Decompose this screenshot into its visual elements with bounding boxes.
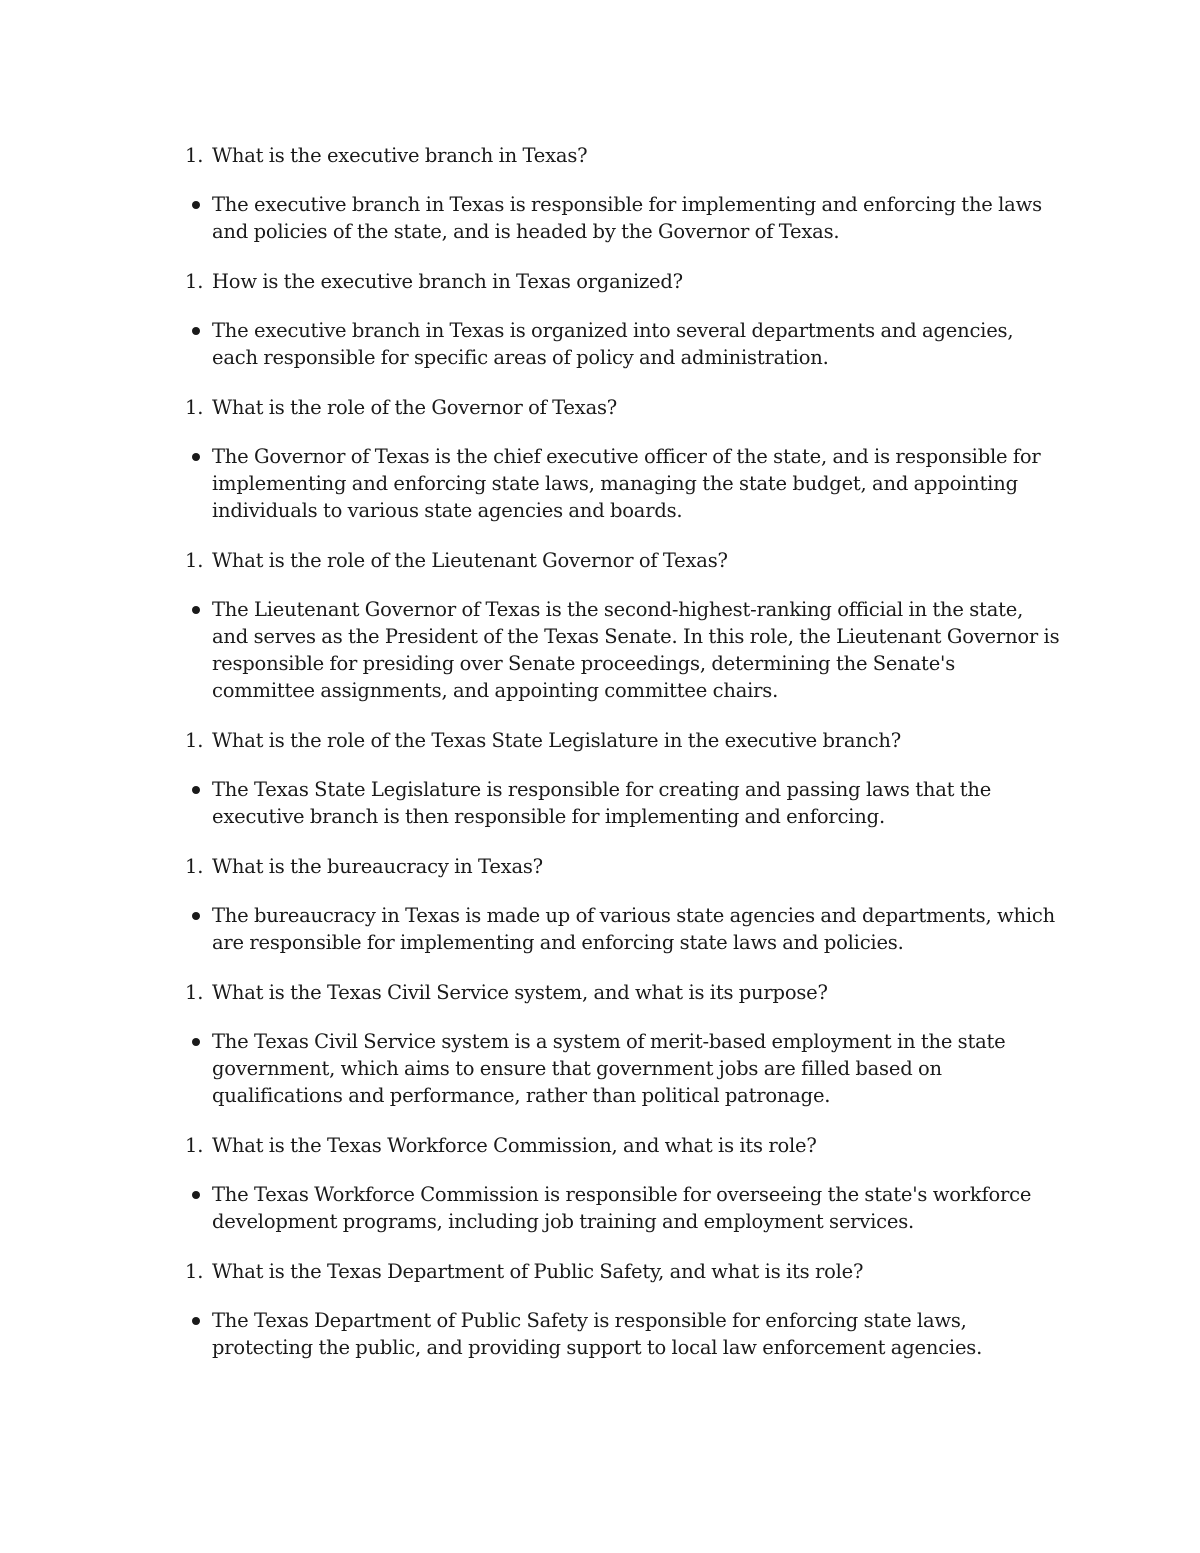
answer-text: The executive branch in Texas is responsible for implementing and enforcing the laws and policies of the state, and is headed by the Governor of Texas. (212, 193, 1042, 243)
question-text: What is the Texas Civil Service system, and what is its purpose? (212, 981, 828, 1004)
question-number: 1. (185, 1260, 204, 1283)
answer-text: The Texas Department of Public Safety is responsible for enforcing state laws, protecting the public, and providing support to local law enforcement agencies. (212, 1309, 983, 1359)
question-text: What is the Texas Department of Public Safety, and what is its role? (212, 1260, 864, 1283)
answer-text: The Texas Civil Service system is a system of merit-based employment in the state government, which aims to ensure that government jobs are filled based on qualifications and performance, rather than political patronage. (212, 1030, 1006, 1107)
bullet-icon (192, 201, 200, 209)
bullet-icon (192, 606, 200, 614)
bullet-icon (192, 1317, 200, 1325)
question-number: 1. (185, 1134, 204, 1157)
question-text: What is the role of the Lieutenant Governor of Texas? (212, 549, 728, 572)
question-item (180, 853, 1060, 880)
question-number: 1. (185, 981, 204, 1004)
question-text: What is the role of the Governor of Texas? (212, 396, 618, 419)
bullet-icon (192, 1038, 200, 1046)
answer-text: The Texas State Legislature is responsible for creating and passing laws that the executive branch is then responsible for implementing and enforcing. (212, 778, 992, 828)
question-text: How is the executive branch in Texas organized? (212, 270, 683, 293)
answer-text: The executive branch in Texas is organized into several departments and agencies, each responsible for specific areas of policy and administration. (212, 319, 1014, 369)
answer-item (180, 191, 1060, 245)
answer-text: The Governor of Texas is the chief executive officer of the state, and is responsible for implementing and enforcing state laws, managing the state budget, and appointing individuals to various state agencies and boards. (212, 445, 1041, 522)
question-item (180, 1132, 1060, 1159)
question-number: 1. (185, 144, 204, 167)
question-number: 1. (185, 729, 204, 752)
bullet-icon (192, 912, 200, 920)
answer-item (180, 317, 1060, 371)
answer-item (180, 1307, 1060, 1361)
bullet-icon (192, 327, 200, 335)
answer-text: The bureaucracy in Texas is made up of various state agencies and departments, which are responsible for implementing and enforcing state laws and policies. (212, 904, 1055, 954)
question-number: 1. (185, 270, 204, 293)
question-item (180, 268, 1060, 295)
answer-text: The Texas Workforce Commission is responsible for overseeing the state's workforce development programs, including job training and employment services. (212, 1183, 1032, 1233)
answer-text: The Lieutenant Governor of Texas is the second-highest-ranking official in the state, and serves as the President of the Texas Senate. In this role, the Lieutenant Governor is responsible for presiding over Senate proceedings, determining the Senate's committee assignments, and appointing committee chairs. (212, 598, 1060, 702)
bullet-icon (192, 453, 200, 461)
question-text: What is the Texas Workforce Commission, and what is its role? (212, 1134, 817, 1157)
answer-item (180, 443, 1060, 524)
bullet-icon (192, 1191, 200, 1199)
question-text: What is the bureaucracy in Texas? (212, 855, 543, 878)
question-number: 1. (185, 549, 204, 572)
answer-item (180, 1028, 1060, 1109)
question-item (180, 727, 1060, 754)
bullet-icon (192, 786, 200, 794)
answer-item (180, 596, 1060, 704)
question-text: What is the executive branch in Texas? (212, 144, 588, 167)
question-item (180, 979, 1060, 1006)
question-item (180, 142, 1060, 169)
question-number: 1. (185, 396, 204, 419)
question-text: What is the role of the Texas State Legislature in the executive branch? (212, 729, 901, 752)
answer-item (180, 902, 1060, 956)
question-number: 1. (185, 855, 204, 878)
answer-item (180, 1181, 1060, 1235)
qa-list (180, 142, 1060, 1384)
question-item (180, 1258, 1060, 1285)
question-item (180, 394, 1060, 421)
answer-item (180, 776, 1060, 830)
question-item (180, 547, 1060, 574)
